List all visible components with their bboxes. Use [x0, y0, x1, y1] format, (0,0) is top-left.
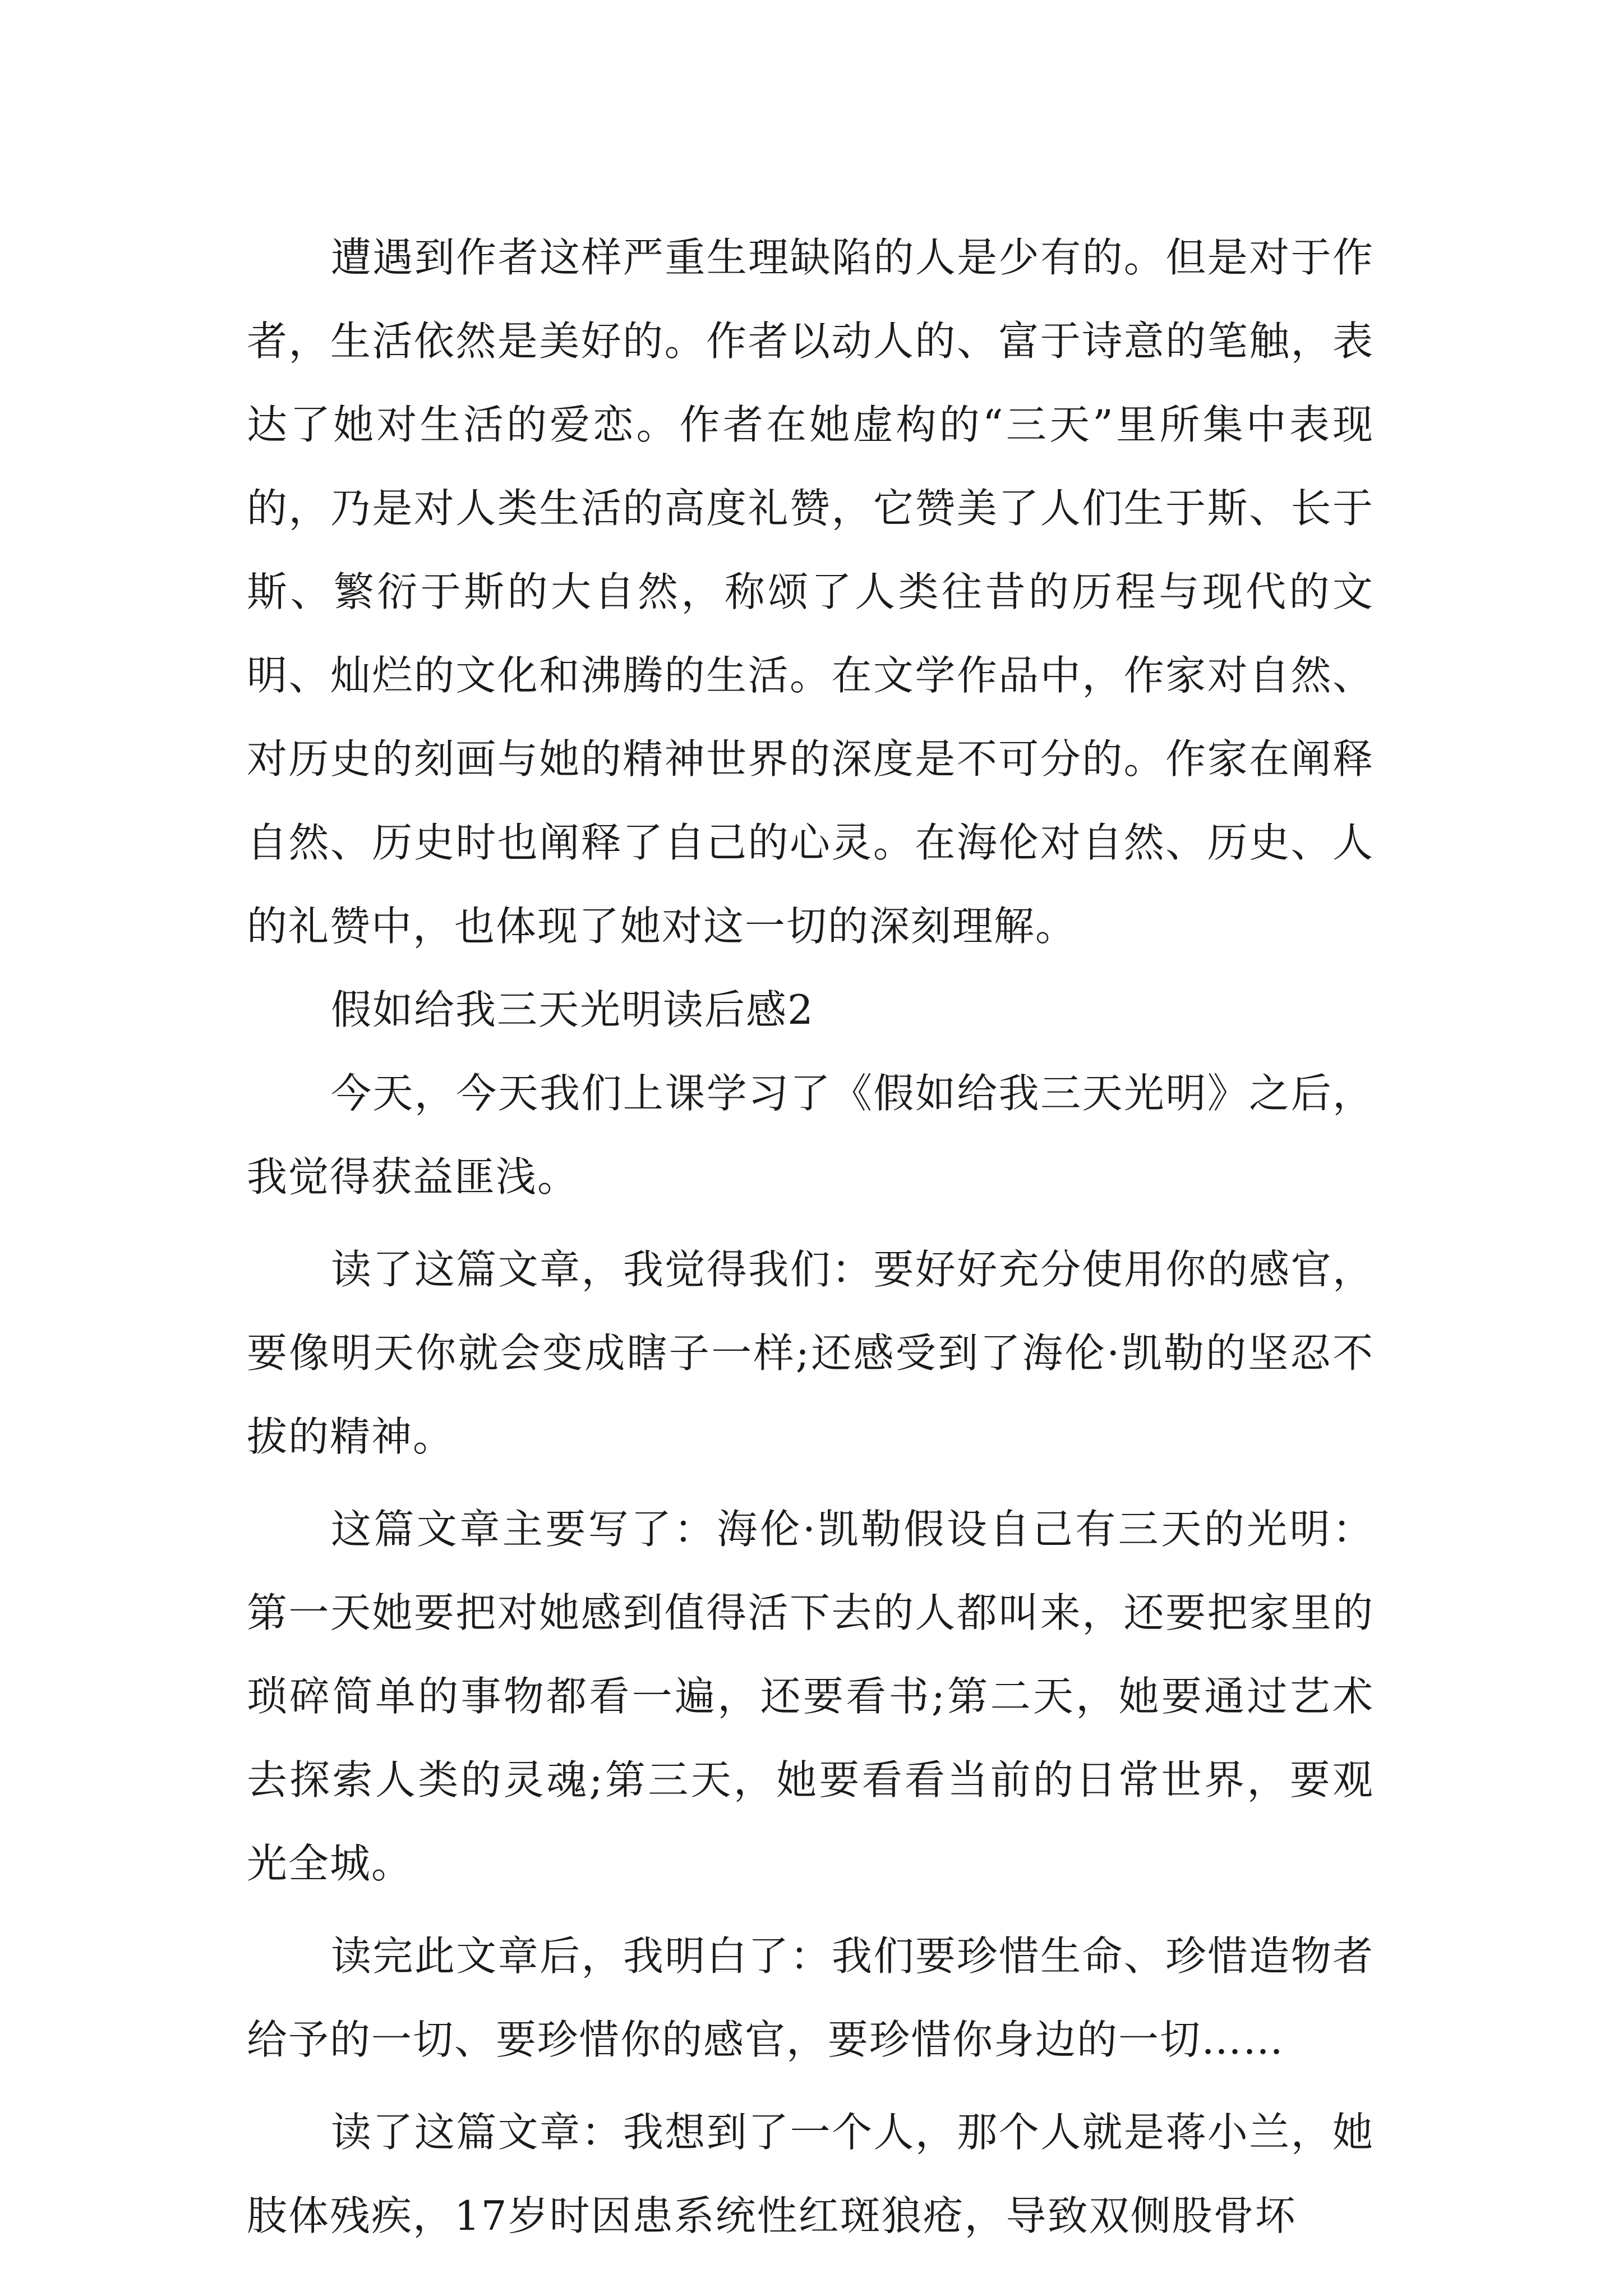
- paragraph-example: 读了这篇文章：我想到了一个人，那个人就是蒋小兰，她肢体残疾，17岁时因患系统性红斑狼疮，导致双侧股骨坏: [247, 2109, 1374, 2239]
- paragraph-summary: 这篇文章主要写了：海伦·凯勒假设自己有三天的光明：第一天她要把对她感到值得活下去的人都叫来，还要把家里的琐碎简单的事物都看一遍，还要看书;第二天，她要通过艺术去探索人类的灵魂;第三天，她要看看当前的日常世界，要观光全城。: [247, 1506, 1374, 1887]
- paragraph-understanding: 读完此文章后，我明白了：我们要珍惜生命、珍惜造物者给予的一切、要珍惜你的感官，要珍惜你身边的一切……: [247, 1932, 1374, 2063]
- document-body: [247, 216, 1374, 2258]
- paragraph-intro: 遭遇到作者这样严重生理缺陷的人是少有的。但是对于作者，生活依然是美好的。作者以动人的、富于诗意的笔触，表达了她对生活的爱恋。作者在她虚构的“三天”里所集中表现的，乃是对人类生活的高度礼赞，它赞美了人们生于斯、长于斯、繁衍于斯的大自然，称颂了人类往昔的历程与现代的文明、灿烂的文化和沸腾的生活。在文学作品中，作家对自然、对历史的刻画与她的精神世界的深度是不可分的。作家在阐释自然、历史时也阐释了自己的心灵。在海伦对自然、历史、人的礼赞中，也体现了她对这一切的深刻理解。: [247, 234, 1374, 950]
- section-heading: 假如给我三天光明读后感2: [331, 986, 814, 1033]
- paragraph-today: 今天，今天我们上课学习了《假如给我三天光明》之后，我觉得获益匪浅。: [247, 1070, 1374, 1200]
- paragraph-reading: 读了这篇文章，我觉得我们：要好好充分使用你的感官，要像明天你就会变成瞎子一样;还感受到了海伦·凯勒的坚忍不拔的精神。: [247, 1246, 1374, 1460]
